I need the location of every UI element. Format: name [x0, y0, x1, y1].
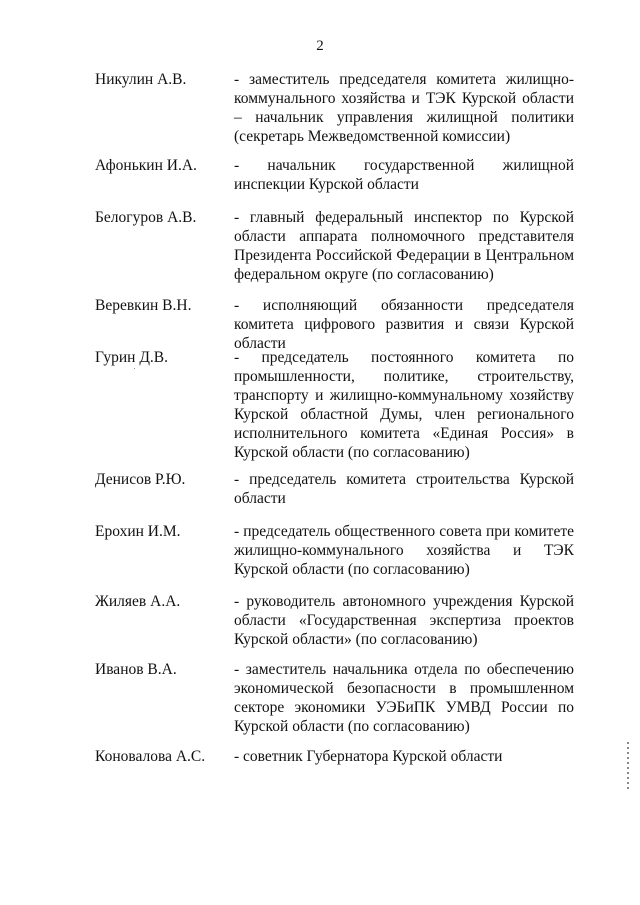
member-name: Коновалова А.С.	[95, 748, 206, 765]
member-name: Ерохин И.М.	[95, 523, 181, 540]
member-name: Веревкин В.Н.	[95, 297, 192, 314]
member-name: Денисов Р.Ю.	[95, 471, 186, 488]
member-description: - советник Губернатора Курской области	[234, 748, 503, 765]
page-number: 2	[316, 38, 324, 54]
member-description: - главный федеральный инспектор по Курской области аппарата полномочного представителя Президента Российской Федерации в Центральном федеральном округе (по согласованию)	[234, 209, 574, 283]
member-name: Иванов В.А.	[95, 661, 177, 678]
member-name: Жиляев А.А.	[95, 593, 181, 610]
member-description: - заместитель начальника отдела по обеспечению экономической безопасности в промышленном секторе экономики УЭБиПК УМВД России по Курской области (по согласованию)	[234, 661, 574, 735]
member-description: - заместитель председателя комитета жилищно-коммунального хозяйства и ТЭК Курской области – начальник управления жилищной политики (секретарь Межведомственной комиссии)	[234, 71, 574, 145]
member-description: - председатель комитета строительства Курской области	[234, 471, 574, 507]
scan-edge-mark	[627, 742, 629, 792]
member-description: - председатель общественного совета при комитете жилищно-коммунального хозяйства и ТЭК Курской области (по согласованию)	[234, 523, 574, 578]
member-name: Белогуров А.В.	[95, 209, 197, 226]
member-description: - начальник государственной жилищной инспекции Курской области	[234, 157, 574, 193]
member-name: Гурин Д.В.	[95, 349, 168, 366]
member-description: - председатель постоянного комитета по промышленности, политике, строительству, транспорту и жилищно-коммунальному хозяйству Курской областной Думы, член регионального исполнительного комитета «Единая Россия» в Курской области (по согласованию)	[234, 349, 574, 461]
member-name: Никулин А.В.	[95, 71, 187, 88]
member-description: - руководитель автономного учреждения Курской области «Государственная экспертиза проектов Курской области» (по согласованию)	[234, 593, 574, 648]
member-description: - исполняющий обязанности председателя комитета цифрового развития и связи Курской области	[234, 297, 574, 352]
member-name: Афонькин И.А.	[95, 157, 197, 174]
scan-speck	[134, 368, 135, 369]
